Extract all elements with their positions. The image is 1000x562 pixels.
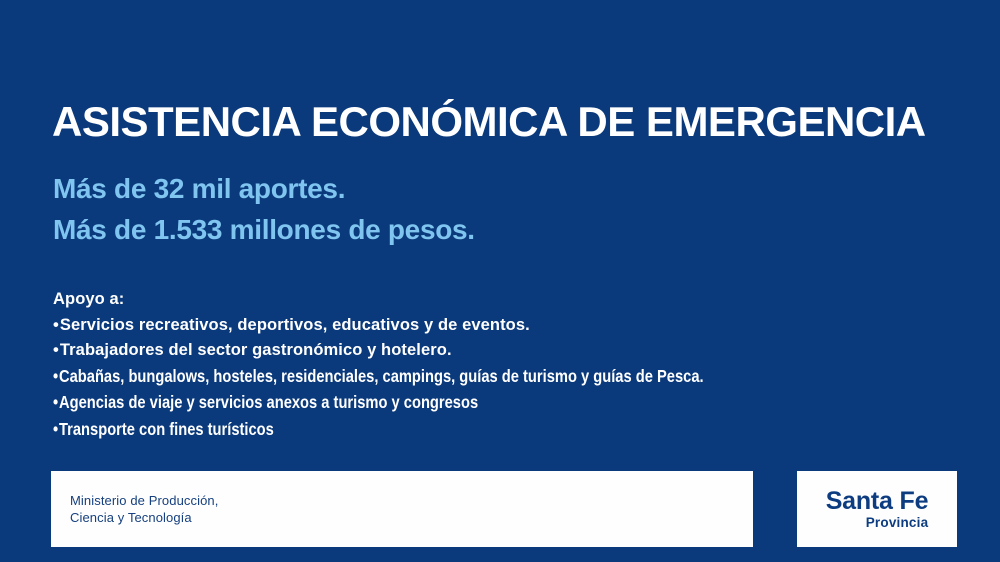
santa-fe-logo-wordmark: Santa Fe (825, 487, 929, 515)
support-list-block (53, 287, 828, 443)
bullet-icon: • (53, 365, 59, 386)
santa-fe-logo-box (797, 471, 957, 547)
santa-fe-logo (826, 488, 929, 530)
bullet-item (53, 338, 828, 364)
ministry-name-line1: Ministerio de Producción, (70, 493, 219, 508)
bullet-icon: • (53, 418, 59, 439)
bullet-item (53, 313, 828, 339)
santa-fe-logo-provincia: Provincia (865, 515, 929, 530)
bullet-icon: • (53, 341, 59, 359)
stats-block (53, 168, 475, 250)
support-heading: Apoyo a: (53, 290, 125, 308)
bullet-icon: • (53, 392, 59, 412)
bullet-text: Agencias de viaje y servicios anexos a turismo y congresos (58, 392, 479, 412)
bullet-item (53, 417, 828, 444)
bullet-text: Servicios recreativos, deportivos, educativos y de eventos. (59, 315, 530, 334)
bullet-item (53, 364, 828, 391)
ministry-name (70, 492, 218, 526)
stat-line-pesos: Más de 1.533 millones de pesos. (53, 214, 475, 245)
ministry-name-line2: Ciencia y Tecnología (70, 510, 192, 525)
stat-line-aportes: Más de 32 mil aportes. (53, 173, 346, 204)
bullet-text: Cabañas, bungalows, hosteles, residenciales, campings, guías de turismo y guías de Pesca. (58, 365, 704, 386)
bullet-text: Transporte con fines turísticos (58, 418, 274, 439)
bullet-text: Trabajadores del sector gastronómico y hotelero. (59, 341, 452, 359)
slide-title: ASISTENCIA ECONÓMICA DE EMERGENCIA (52, 98, 926, 146)
bullet-item (53, 390, 828, 417)
bullet-icon: • (53, 315, 59, 334)
ministry-banner (51, 471, 753, 547)
